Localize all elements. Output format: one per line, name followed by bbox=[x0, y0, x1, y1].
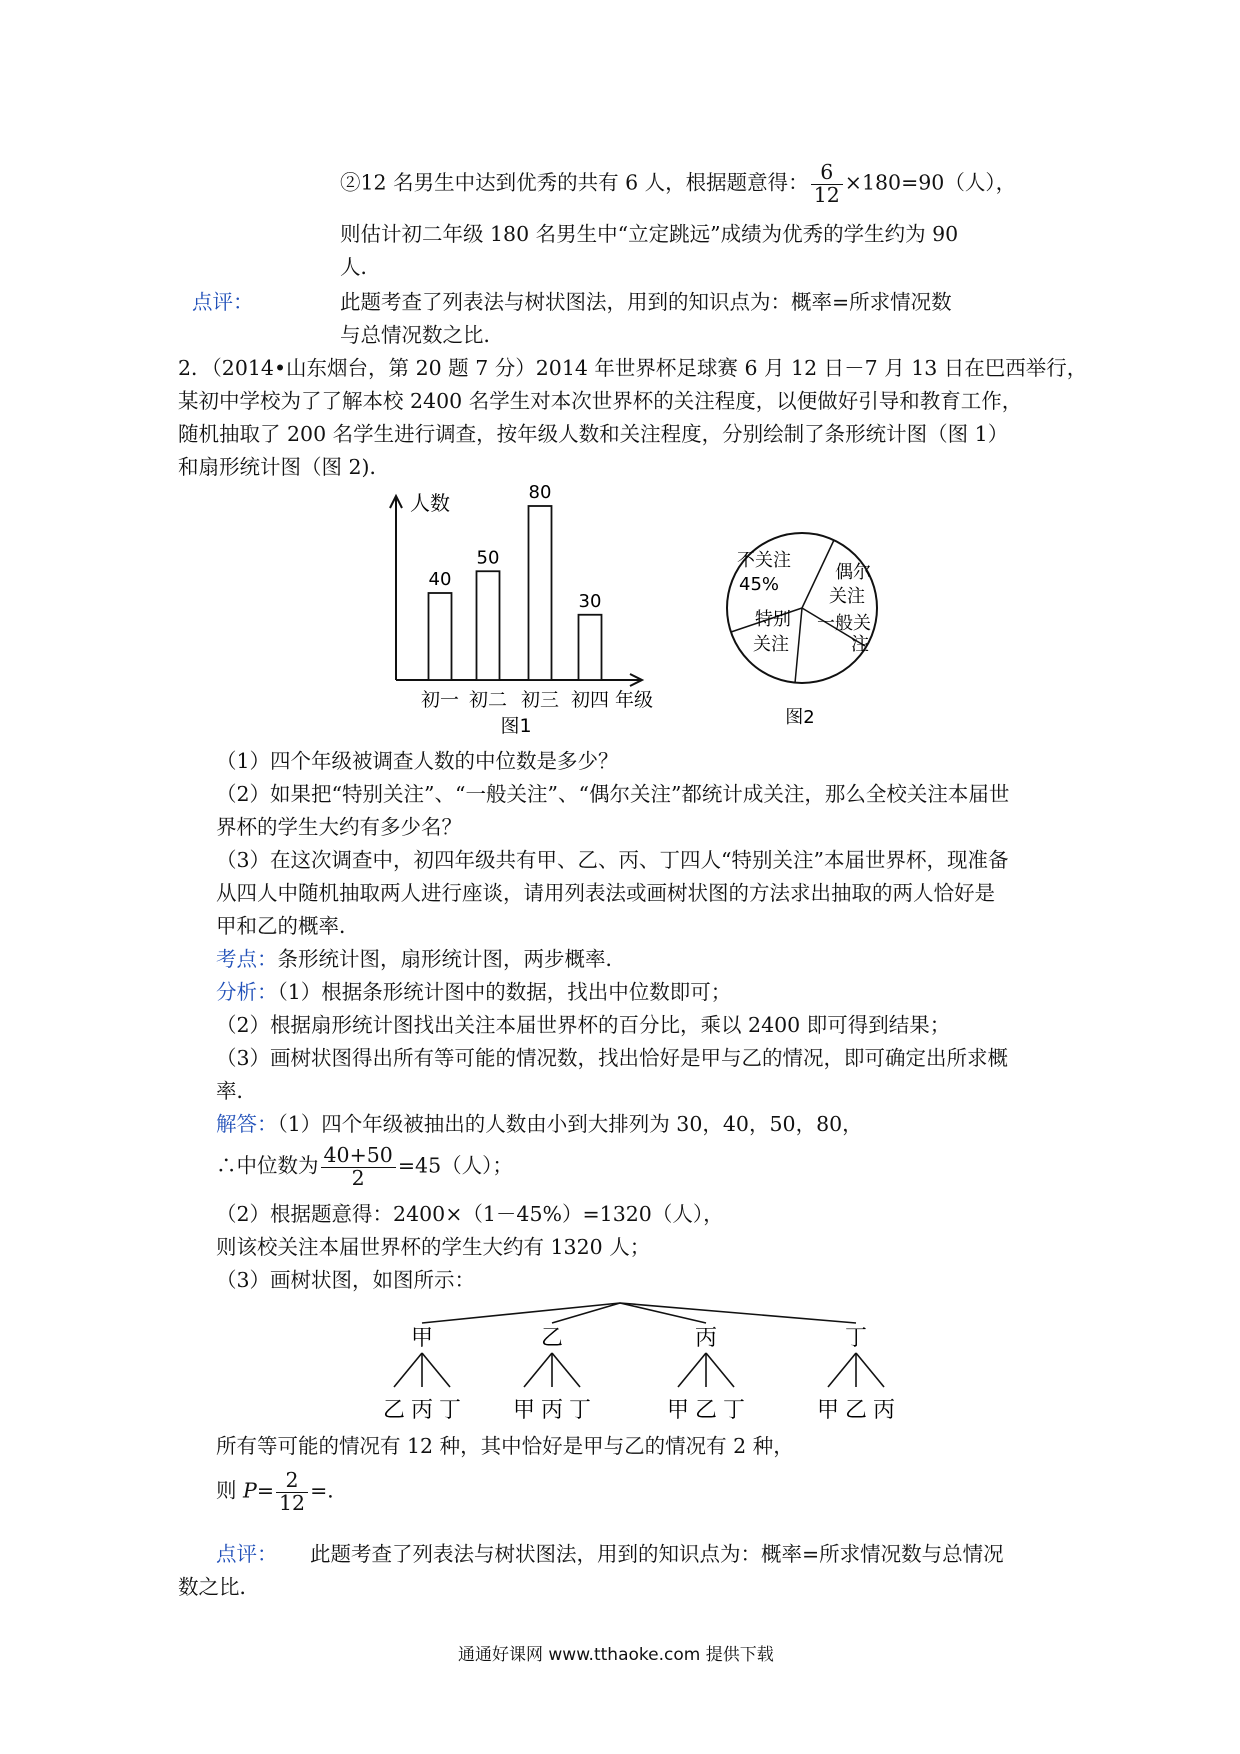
y-axis-label: 人数 bbox=[410, 491, 450, 515]
prev-review-line1: 此题考查了列表法与树状图法，用到的知识点为：概率=所求情况数 bbox=[340, 290, 952, 314]
fenxi-line3: （3）画树状图得出所有等可能的情况数，找出恰好是甲与乙的情况，即可确定出所求概 bbox=[216, 1046, 1009, 1070]
fenxi-line1: 分析：（1）根据条形统计图中的数据，找出中位数即可； bbox=[216, 980, 732, 1004]
fenxi-line4: 率． bbox=[216, 1079, 257, 1103]
total-line: 所有等可能的情况有 12 种，其中恰好是甲与乙的情况有 2 种， bbox=[216, 1434, 794, 1458]
x-tick-label: 初四 bbox=[570, 689, 610, 711]
slice-label-buguanzhu: 不关注 bbox=[737, 550, 791, 571]
x-axis-label: 年级 bbox=[615, 689, 654, 711]
tree-node-level2: 丁 bbox=[568, 1398, 592, 1423]
subq-3-line1: （3）在这次调查中，初四年级共有甲、乙、丙、丁四人“特别关注”本届世界杯，现准备 bbox=[216, 848, 1009, 872]
tree-node-level1: 乙 bbox=[540, 1326, 564, 1351]
kaodian-line: 考点：条形统计图，扇形统计图，两步概率． bbox=[216, 947, 626, 971]
bar-初二 bbox=[477, 571, 500, 680]
bar-value-label: 50 bbox=[476, 547, 500, 569]
x-tick-label: 初三 bbox=[520, 689, 560, 711]
jieda-label: 解答： bbox=[216, 1112, 278, 1136]
tree-edge bbox=[620, 1303, 856, 1323]
prev-line2: 则估计初二年级 180 名男生中“立定跳远”成绩为优秀的学生约为 90 bbox=[340, 222, 959, 246]
tree-node-level2: 丙 bbox=[410, 1398, 434, 1423]
review-label: 点评： bbox=[216, 1542, 278, 1566]
prev-line1: ②12 名男生中达到优秀的共有 6 人，根据题意得： $\frac{6}{12}$ ×180=90（人）， bbox=[340, 160, 1017, 207]
kaodian-label: 考点： bbox=[216, 947, 278, 971]
bar-初四 bbox=[579, 615, 602, 680]
bar-value-label: 80 bbox=[528, 482, 552, 503]
tree-node-level2: 甲 bbox=[666, 1398, 690, 1423]
subq-2-line2: 界杯的学生大约有多少名？ bbox=[216, 815, 462, 839]
question-line1: 2．（2014•山东烟台，第 20 题 7 分）2014 年世界杯足球赛 6 月 12 日－7 月 13 日在巴西举行， bbox=[178, 356, 1088, 380]
footer: 通通好课网 www.tthaoke.com 提供下载 bbox=[458, 1645, 774, 1665]
review-line2: 数之比． bbox=[178, 1575, 260, 1599]
prev-line3: 人． bbox=[340, 255, 381, 279]
slice-label-yiban-2: 注 bbox=[851, 634, 869, 655]
slice-value-45: 45% bbox=[739, 574, 780, 595]
tree-edge bbox=[422, 1303, 620, 1323]
x-tick-label: 初一 bbox=[420, 689, 460, 711]
tree-edge bbox=[828, 1353, 856, 1387]
slice-label-tebie-2: 关注 bbox=[753, 634, 789, 655]
slice-label-tebie: 特别 bbox=[755, 609, 791, 630]
tree-node-level1: 丙 bbox=[694, 1326, 718, 1351]
subq-1: （1）四个年级被调查人数的中位数是多少？ bbox=[216, 749, 619, 773]
fraction-2-12: $\frac{2}{12}$ bbox=[276, 1470, 308, 1514]
pie-chart-title: 图2 bbox=[785, 707, 815, 728]
x-tick-label: 初二 bbox=[468, 689, 508, 711]
tree-node-level2: 甲 bbox=[816, 1398, 840, 1423]
jieda-line2a: （2）根据题意得：2400×（1－45%）=1320（人）， bbox=[216, 1202, 724, 1226]
review-line1: 此题考查了列表法与树状图法，用到的知识点为：概率=所求情况数与总情况 bbox=[310, 1542, 1004, 1566]
slice-label-yiban: 一般关 bbox=[817, 613, 871, 634]
fraction-median: $\frac{40+50}{2}$ bbox=[321, 1145, 396, 1189]
tree-edge bbox=[552, 1353, 580, 1387]
tree-node-level2: 丁 bbox=[722, 1398, 746, 1423]
jieda-line3: （3）画树状图，如图所示： bbox=[216, 1268, 476, 1292]
bar-value-label: 30 bbox=[578, 590, 602, 612]
question-line3: 随机抽取了 200 名学生进行调查，按年级人数和关注程度，分别绘制了条形统计图（图 1） bbox=[178, 422, 1009, 446]
tree-edge bbox=[706, 1353, 734, 1387]
bar-初一 bbox=[429, 593, 452, 680]
tree-node-level1: 丁 bbox=[844, 1326, 868, 1351]
tree-node-level2: 甲 bbox=[512, 1398, 536, 1423]
tree-node-level1: 甲 bbox=[410, 1326, 434, 1351]
subq-3-line3: 甲和乙的概率． bbox=[216, 914, 360, 938]
fraction-6-12: $\frac{6}{12}$ bbox=[811, 162, 843, 206]
tree-edge bbox=[394, 1353, 422, 1387]
prev-review-line2: 与总情况数之比． bbox=[340, 323, 504, 347]
fenxi-label: 分析： bbox=[216, 980, 278, 1004]
question-line4: 和扇形统计图（图 2)． bbox=[178, 455, 391, 479]
question-line2: 某初中学校为了了解本校 2400 名学生对本次世界杯的关注程度，以便做好引导和教育工作， bbox=[178, 389, 1023, 413]
tree-edge bbox=[678, 1353, 706, 1387]
jieda-line2b: 则该校关注本届世界杯的学生大约有 1320 人； bbox=[216, 1235, 651, 1259]
tree-node-level2: 丙 bbox=[872, 1398, 896, 1423]
median-line: ∴中位数为 $\frac{40+50}{2}$ =45（人）； bbox=[216, 1143, 513, 1190]
tree-branches bbox=[383, 1303, 895, 1423]
tree-node-level2: 乙 bbox=[382, 1398, 406, 1423]
tree-node-level2: 丙 bbox=[540, 1398, 564, 1423]
tree-node-level2: 乙 bbox=[694, 1398, 718, 1423]
slice-label-ouer-2: 关注 bbox=[829, 586, 865, 607]
bar-value-label: 40 bbox=[428, 569, 452, 590]
tree-node-level2: 丁 bbox=[438, 1398, 462, 1423]
bar-chart bbox=[380, 480, 680, 740]
probability-line: 则 P= $\frac{2}{12}$ =． bbox=[216, 1468, 348, 1515]
jieda-line1: 解答：（1）四个年级被抽出的人数由小到大排列为 30，40，50，80， bbox=[216, 1112, 863, 1136]
tree-edge bbox=[422, 1353, 450, 1387]
slice-label-ouer: 偶尔 bbox=[835, 562, 871, 583]
bar-series bbox=[421, 482, 609, 711]
tree-edge bbox=[856, 1353, 884, 1387]
tree-diagram bbox=[370, 1295, 910, 1435]
subq-3-line2: 从四人中随机抽取两人进行座谈，请用列表法或画树状图的方法求出抽取的两人恰好是 bbox=[216, 881, 995, 905]
pie-chart bbox=[715, 520, 895, 740]
subq-2-line1: （2）如果把“特别关注”、“一般关注”、“偶尔关注”都统计成关注，那么全校关注本届世 bbox=[216, 782, 1010, 806]
bar-chart-title: 图1 bbox=[500, 715, 532, 737]
tree-edge bbox=[524, 1353, 552, 1387]
prev-review-label: 点评： bbox=[192, 290, 254, 314]
bar-初三 bbox=[529, 506, 552, 680]
fenxi-line2: （2）根据扇形统计图找出关注本届世界杯的百分比，乘以 2400 即可得到结果； bbox=[216, 1013, 951, 1037]
tree-node-level2: 乙 bbox=[844, 1398, 868, 1423]
